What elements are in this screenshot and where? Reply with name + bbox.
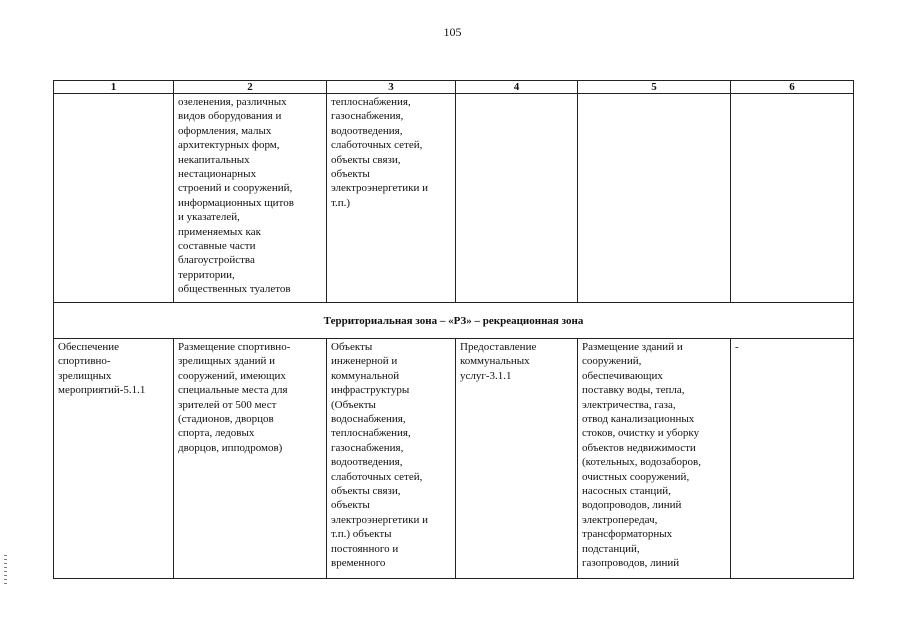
column-header-2: 2 xyxy=(174,81,327,94)
table-cell: - xyxy=(731,339,854,579)
table-cell xyxy=(456,94,578,303)
table-cell: теплоснабжения, газоснабжения, водоотведения, слаботочных сетей, объекты связи, объекты электроэнергетики и т.п.) xyxy=(327,94,456,303)
table-cell xyxy=(731,94,854,303)
column-header-4: 4 xyxy=(456,81,578,94)
table-row-continuation xyxy=(54,94,854,303)
zone-title: Территориальная зона – «РЗ» – рекреационная зона xyxy=(54,303,854,339)
column-header-5: 5 xyxy=(578,81,731,94)
page-number: 105 xyxy=(443,25,462,39)
column-header-1: 1 xyxy=(54,81,174,94)
column-header-3: 3 xyxy=(327,81,456,94)
table-cell: Предоставление коммунальных услуг-3.1.1 xyxy=(456,339,578,579)
table-cell xyxy=(578,94,731,303)
table-cell: Размещение зданий и сооружений, обеспечивающих поставку воды, тепла, электричества, газа, отвод канализационных стоков, очистку и уборку объектов недвижимости (котельных, водозаборов, очистных сооружений, насосных станций, водопроводов, линий электропередач, трансформаторных подстанций, газопроводов, линий xyxy=(578,339,731,579)
table-cell: Обеспечение спортивно- зрелищных мероприятий-5.1.1 xyxy=(54,339,174,579)
scan-margin-marks xyxy=(4,555,7,587)
table-cell: озеленения, различных видов оборудования и оформления, малых архитектурных форм, некапитальных нестационарных строений и сооружений, информационных щитов и указателей, применяемых как составные части благоустройства территории, общественных туалетов xyxy=(174,94,327,303)
land-use-table xyxy=(53,80,854,579)
zone-heading-row xyxy=(54,303,854,339)
column-header-6: 6 xyxy=(731,81,854,94)
table-header-row xyxy=(54,81,854,94)
table-cell xyxy=(54,94,174,303)
table-row xyxy=(54,339,854,579)
table-cell: Объекты инженерной и коммунальной инфраструктуры (Объекты водоснабжения, теплоснабжения, газоснабжения, водоотведения, слаботочных сетей, объекты связи, объекты электроэнергетики и т.п.) объекты постоянного и временного xyxy=(327,339,456,579)
table-cell: Размещение спортивно- зрелищных зданий и сооружений, имеющих специальные места для зрителей от 500 мест (стадионов, дворцов спорта, ледовых дворцов, ипподромов) xyxy=(174,339,327,579)
